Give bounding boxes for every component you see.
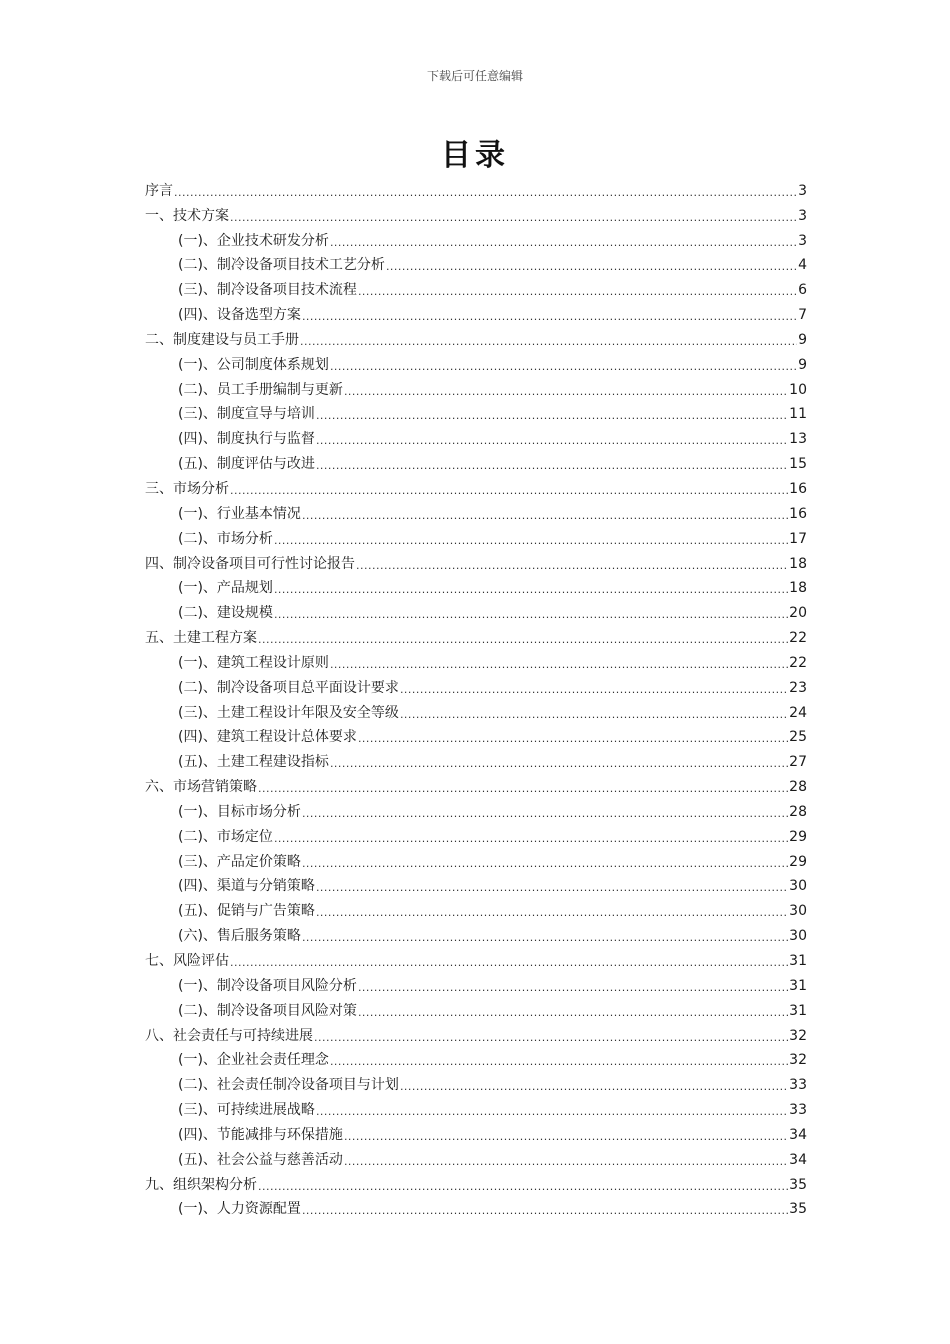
toc-dot-leader — [344, 385, 788, 399]
toc-entry-title: 九、组织架构分析 — [145, 1176, 257, 1193]
toc-dot-leader — [302, 807, 788, 821]
toc-page-number: 34 — [789, 1151, 807, 1168]
toc-entry-title: (一)、产品规划 — [178, 580, 273, 597]
toc-dot-leader — [330, 1055, 788, 1069]
toc-page-number: 31 — [789, 953, 807, 969]
toc-dot-leader — [174, 186, 797, 200]
toc-page-number: 23 — [789, 679, 807, 696]
header-note: 下载后可任意编辑 — [426, 69, 523, 83]
toc-entry-title: (四)、渠道与分销策略 — [178, 878, 315, 895]
toc-entry-title: (一)、企业社会责任理念 — [178, 1052, 329, 1069]
toc-chapter-entry[interactable] — [145, 200, 807, 225]
toc-section-entry[interactable] — [145, 1094, 807, 1119]
toc-section-entry[interactable] — [145, 796, 807, 821]
toc-section-entry[interactable] — [145, 523, 807, 548]
toc-dot-leader — [230, 211, 797, 225]
toc-page-number: 18 — [789, 580, 807, 597]
toc-entry-title: (四)、设备选型方案 — [178, 307, 301, 324]
toc-entry-title: (四)、制度执行与监督 — [178, 431, 315, 448]
toc-entry-title: (五)、促销与广告策略 — [178, 903, 315, 920]
toc-dot-leader — [330, 236, 797, 250]
toc-entry-title: (一)、目标市场分析 — [178, 803, 301, 820]
toc-section-entry[interactable] — [145, 970, 807, 995]
toc-entry-title: (一)、制冷设备项目风险分析 — [178, 977, 357, 994]
toc-dot-leader — [302, 931, 788, 945]
toc-dot-leader — [358, 981, 788, 995]
toc-page-number: 22 — [789, 630, 807, 647]
toc-page-number: 33 — [789, 1102, 807, 1119]
toc-entry-title: (四)、建筑工程设计总体要求 — [178, 729, 357, 746]
page-title: 目录 — [441, 138, 509, 173]
toc-dot-leader — [230, 484, 788, 498]
toc-section-entry[interactable] — [145, 225, 807, 250]
toc-page-number: 16 — [789, 480, 807, 497]
toc-entry-title: (五)、制度评估与改进 — [178, 456, 315, 473]
toc-page-number: 28 — [789, 803, 807, 820]
toc-page-number: 35 — [789, 1201, 807, 1218]
toc-section-entry[interactable] — [145, 573, 807, 598]
toc-section-entry[interactable] — [145, 895, 807, 920]
toc-chapter-entry[interactable] — [145, 771, 807, 796]
toc-dot-leader — [258, 782, 788, 796]
toc-section-entry[interactable] — [145, 448, 807, 473]
toc-section-entry[interactable] — [145, 746, 807, 771]
toc-dot-leader — [274, 608, 788, 622]
toc-page-number: 7 — [798, 307, 807, 324]
toc-entry-title: (二)、社会责任制冷设备项目与计划 — [178, 1077, 399, 1094]
toc-dot-leader — [344, 1130, 788, 1144]
toc-page-number: 27 — [789, 754, 807, 771]
toc-page-number: 24 — [789, 704, 807, 721]
toc-section-entry[interactable] — [145, 846, 807, 871]
toc-dot-leader — [400, 1080, 788, 1094]
toc-dot-leader — [230, 956, 788, 970]
toc-entry-title: 七、风险评估 — [145, 953, 229, 969]
toc-section-entry[interactable] — [145, 597, 807, 622]
toc-dot-leader — [358, 732, 788, 746]
toc-dot-leader — [400, 708, 788, 722]
toc-entry-title: (一)、企业技术研发分析 — [178, 232, 329, 249]
toc-chapter-entry[interactable] — [145, 1020, 807, 1045]
toc-dot-leader — [302, 857, 788, 871]
toc-page-number: 33 — [789, 1077, 807, 1094]
toc-page-number: 16 — [789, 505, 807, 522]
toc-entry-title: (二)、制冷设备项目技术工艺分析 — [178, 257, 385, 274]
toc-section-entry[interactable] — [145, 423, 807, 448]
toc-entry-title: (六)、售后服务策略 — [178, 928, 301, 945]
toc-dot-leader — [316, 881, 788, 895]
toc-dot-leader — [302, 509, 788, 523]
toc-entry-title: (二)、员工手册编制与更新 — [178, 381, 343, 398]
toc-entry-title: (四)、节能减排与环保措施 — [178, 1126, 343, 1143]
toc-entry-title: (三)、可持续进展战略 — [178, 1102, 315, 1119]
toc-page-number: 4 — [798, 257, 807, 274]
toc-page-number: 17 — [789, 530, 807, 547]
toc-page-number: 13 — [789, 431, 807, 448]
toc-page-number: 3 — [798, 207, 807, 224]
toc-entry-title: 六、市场营销策略 — [145, 779, 257, 796]
toc-dot-leader — [314, 1031, 788, 1045]
toc-dot-leader — [358, 1006, 788, 1020]
toc-page-number: 11 — [789, 406, 807, 423]
table-of-contents — [145, 175, 807, 1218]
toc-dot-leader — [316, 906, 788, 920]
toc-page-number: 29 — [789, 853, 807, 870]
toc-page-number: 31 — [789, 977, 807, 994]
toc-chapter-entry[interactable] — [145, 548, 807, 573]
toc-section-entry[interactable] — [145, 697, 807, 722]
toc-dot-leader — [274, 583, 788, 597]
toc-dot-leader — [356, 559, 788, 573]
toc-dot-leader — [302, 1204, 788, 1218]
toc-section-entry[interactable] — [145, 1069, 807, 1094]
toc-entry-title: 一、技术方案 — [145, 207, 229, 224]
toc-section-entry[interactable] — [145, 399, 807, 424]
toc-dot-leader — [344, 1155, 788, 1169]
toc-page-number: 31 — [789, 1002, 807, 1019]
toc-entry-title: (一)、行业基本情况 — [178, 505, 301, 522]
toc-entry-title: (五)、土建工程建设指标 — [178, 754, 329, 771]
toc-page-number: 29 — [789, 828, 807, 845]
toc-section-entry[interactable] — [145, 672, 807, 697]
toc-section-entry[interactable] — [145, 374, 807, 399]
toc-dot-leader — [386, 260, 797, 274]
toc-chapter-entry[interactable] — [145, 324, 807, 349]
toc-entry-title: 五、土建工程方案 — [145, 630, 257, 647]
toc-entry-title: (一)、公司制度体系规划 — [178, 356, 329, 373]
toc-entry-title: (三)、土建工程设计年限及安全等级 — [178, 704, 399, 721]
toc-section-entry[interactable] — [145, 821, 807, 846]
toc-dot-leader — [300, 335, 797, 349]
toc-section-entry[interactable] — [145, 349, 807, 374]
toc-entry-title: 序言 — [145, 182, 173, 199]
toc-section-entry[interactable] — [145, 871, 807, 896]
toc-entry-title: (二)、制冷设备项目风险对策 — [178, 1002, 357, 1019]
toc-entry-title: (二)、制冷设备项目总平面设计要求 — [178, 679, 399, 696]
toc-section-entry[interactable] — [145, 1144, 807, 1169]
toc-dot-leader — [400, 683, 788, 697]
toc-chapter-entry[interactable] — [145, 1169, 807, 1194]
toc-entry-title: 二、制度建设与员工手册 — [145, 331, 299, 348]
toc-page-number: 9 — [798, 356, 807, 373]
toc-page-number: 32 — [789, 1027, 807, 1044]
toc-section-entry[interactable] — [145, 920, 807, 945]
toc-dot-leader — [258, 633, 788, 647]
toc-page-number: 22 — [789, 654, 807, 671]
toc-dot-leader — [316, 434, 788, 448]
toc-section-entry[interactable] — [145, 1194, 807, 1219]
toc-section-entry[interactable] — [145, 299, 807, 324]
toc-section-entry[interactable] — [145, 1119, 807, 1144]
toc-page-number: 3 — [798, 182, 807, 199]
toc-entry-title: (五)、社会公益与慈善活动 — [178, 1151, 343, 1168]
toc-section-entry[interactable] — [145, 647, 807, 672]
toc-chapter-entry[interactable] — [145, 473, 807, 498]
toc-page-number: 6 — [798, 282, 807, 299]
toc-page-number: 3 — [798, 232, 807, 249]
toc-section-entry[interactable] — [145, 498, 807, 523]
toc-dot-leader — [316, 1105, 788, 1119]
toc-page-number: 28 — [789, 779, 807, 796]
toc-dot-leader — [258, 1180, 788, 1194]
toc-section-entry[interactable] — [145, 274, 807, 299]
toc-entry-title: (二)、市场分析 — [178, 530, 273, 547]
toc-entry-title: (三)、产品定价策略 — [178, 853, 301, 870]
toc-page-number: 20 — [789, 605, 807, 622]
toc-chapter-entry[interactable] — [145, 175, 807, 200]
toc-dot-leader — [330, 360, 797, 374]
toc-page-number: 9 — [798, 331, 807, 348]
toc-page-number: 10 — [789, 381, 807, 398]
toc-entry-title: 四、制冷设备项目可行性讨论报告 — [145, 555, 355, 572]
toc-section-entry[interactable] — [145, 995, 807, 1020]
toc-entry-title: 三、市场分析 — [145, 480, 229, 497]
toc-section-entry[interactable] — [145, 1045, 807, 1070]
toc-dot-leader — [274, 534, 788, 548]
toc-page-number: 30 — [789, 878, 807, 895]
toc-chapter-entry[interactable] — [145, 622, 807, 647]
toc-entry-title: (一)、建筑工程设计原则 — [178, 654, 329, 671]
toc-dot-leader — [302, 310, 797, 324]
toc-page-number: 35 — [789, 1176, 807, 1193]
toc-dot-leader — [358, 285, 797, 299]
toc-dot-leader — [316, 459, 788, 473]
toc-dot-leader — [330, 757, 788, 771]
toc-entry-title: (二)、市场定位 — [178, 828, 273, 845]
toc-dot-leader — [274, 832, 788, 846]
toc-page-number: 30 — [789, 903, 807, 920]
toc-page-number: 15 — [789, 456, 807, 473]
toc-entry-title: (三)、制度宣导与培训 — [178, 406, 315, 423]
toc-section-entry[interactable] — [145, 722, 807, 747]
toc-page-number: 25 — [789, 729, 807, 746]
toc-page-number: 32 — [789, 1052, 807, 1069]
toc-dot-leader — [316, 409, 788, 423]
toc-entry-title: 八、社会责任与可持续进展 — [145, 1027, 313, 1044]
toc-entry-title: (二)、建设规模 — [178, 605, 273, 622]
toc-dot-leader — [330, 658, 788, 672]
toc-page-number: 34 — [789, 1126, 807, 1143]
toc-entry-title: (三)、制冷设备项目技术流程 — [178, 282, 357, 299]
toc-page-number: 30 — [789, 928, 807, 945]
toc-page-number: 18 — [789, 555, 807, 572]
toc-section-entry[interactable] — [145, 250, 807, 275]
toc-entry-title: (一)、人力资源配置 — [178, 1201, 301, 1218]
toc-chapter-entry[interactable] — [145, 945, 807, 970]
